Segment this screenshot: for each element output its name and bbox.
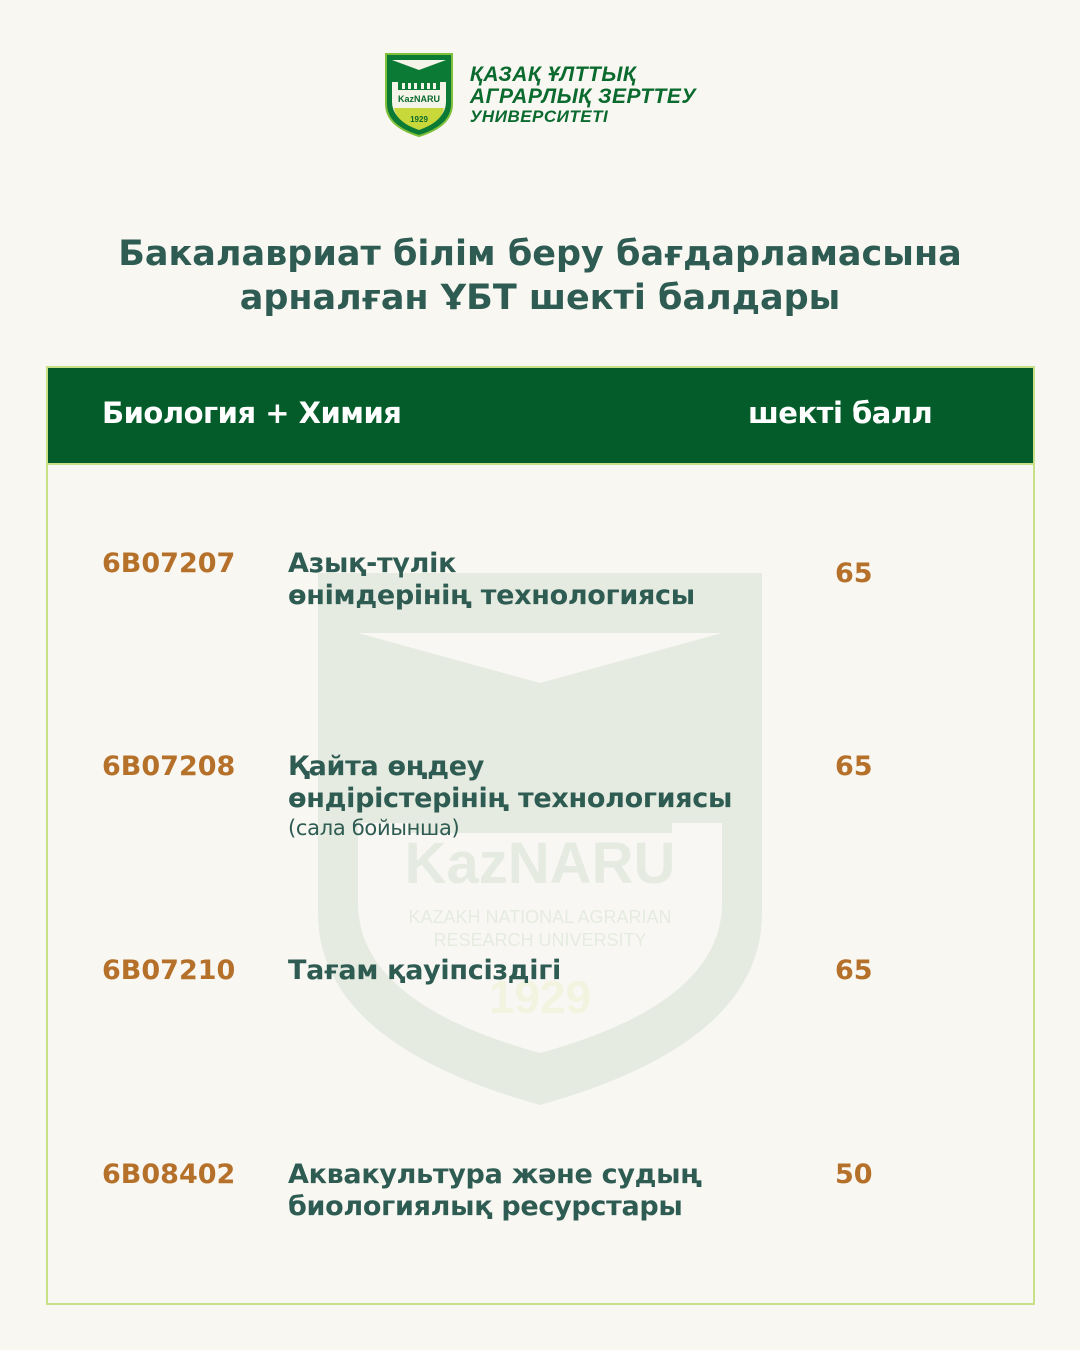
- program-name-line1: Қайта өңдеу: [288, 751, 485, 782]
- table-header: [48, 368, 1033, 465]
- program-name-line2: биологиялық ресурстары: [288, 1191, 683, 1222]
- university-name: [470, 64, 696, 126]
- program-score: 65: [835, 955, 873, 986]
- program-name-line1: Азық-түлік: [288, 548, 457, 579]
- university-logo: [0, 52, 1080, 138]
- program-score: 65: [835, 558, 873, 589]
- program-score: 50: [835, 1159, 873, 1190]
- program-name: [288, 548, 695, 612]
- program-code: 6B07208: [102, 751, 236, 782]
- page-title-line1: Бакалавриат білім беру бағдарламасына: [118, 234, 962, 274]
- program-name: [288, 1159, 702, 1223]
- watermark-year: 1929: [488, 971, 592, 1023]
- watermark-subtext-line1: KAZAKH NATIONAL AGRARIAN: [408, 907, 672, 927]
- program-name-line1: Аквакультура және судың: [288, 1159, 702, 1190]
- header-subject: Биология + Химия: [102, 396, 402, 430]
- scores-table: [46, 366, 1035, 1305]
- program-name-line1: Тағам қауіпсіздігі: [288, 955, 562, 986]
- program-code: 6B08402: [102, 1159, 236, 1190]
- kaznaru-shield-icon: [384, 52, 454, 138]
- watermark-text: KazNARU: [404, 831, 676, 896]
- program-name-note: (сала бойынша): [288, 816, 460, 840]
- program-name-line2: өндірістерінің технологиясы: [288, 783, 733, 814]
- university-name-line1: ҚАЗАҚ ҰЛТТЫҚ: [469, 63, 637, 87]
- program-name: [288, 751, 732, 841]
- logo-emblem-year: 1929: [410, 115, 428, 124]
- watermark-subtext-line2: RESEARCH UNIVERSITY: [433, 930, 647, 950]
- page-title-line2: арналған ҰБТ шекті балдары: [239, 278, 841, 318]
- program-name: [288, 955, 561, 987]
- program-score: 65: [835, 751, 873, 782]
- header-score: шекті балл: [748, 396, 933, 430]
- university-name-line3: УНИВЕРСИТЕТІ: [469, 107, 609, 127]
- program-name-line2: өнімдерінің технологиясы: [288, 580, 695, 611]
- university-name-line2: АГРАРЛЫҚ ЗЕРТТЕУ: [469, 85, 697, 109]
- program-code: 6B07210: [102, 955, 236, 986]
- page-title: [0, 232, 1080, 320]
- program-code: 6B07207: [102, 548, 236, 579]
- logo-emblem-text: KazNARU: [397, 94, 440, 104]
